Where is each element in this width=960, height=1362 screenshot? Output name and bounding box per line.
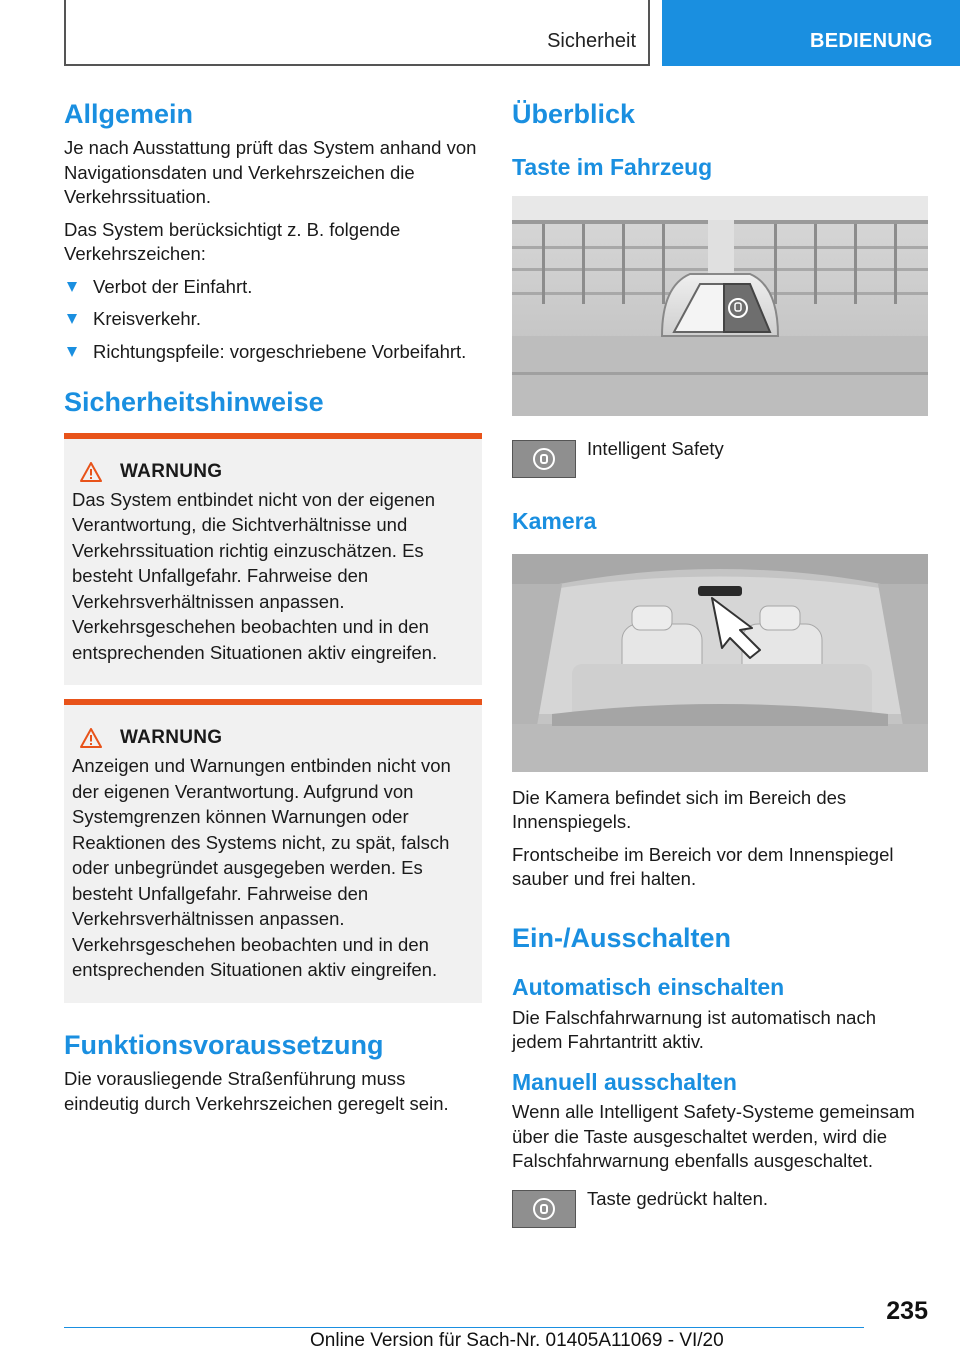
warning-label: WARNUNG <box>120 727 223 749</box>
warning-text: Das System entbindet nicht von der eigenen Verantwortung, die Sichtverhältnisse und Verkehrssituation richtig einzuschätzen. Es besteht Unfallgefahr. Fahrweise den Verkehrsverhältnissen anpassen. Verkehrsgeschehen beobachten und in den entsprechenden Situationen aktiv eingreifen. <box>72 488 438 663</box>
heading-kamera: Kamera <box>512 507 597 534</box>
triangle-bullet-icon <box>67 314 77 324</box>
triangle-bullet-icon <box>67 347 77 357</box>
heading-automatisch-einschalten: Automatisch einschalten <box>512 973 785 1000</box>
hold-key-row <box>512 1187 928 1228</box>
intelligent-safety-key-row <box>512 437 928 478</box>
heading-funktionsvoraussetzung: Funktionsvoraussetzung <box>64 1029 384 1060</box>
right-column <box>512 98 928 1228</box>
list-item: Richtungspfeile: vorgeschriebene Vorbeifahrt. <box>64 340 482 365</box>
warning-header <box>72 461 474 483</box>
intelligent-safety-key-icon <box>512 1190 576 1228</box>
warning-label: WARNUNG <box>120 460 223 482</box>
page-number: 235 <box>886 1297 928 1325</box>
kamera-paragraph-2: Frontscheibe im Bereich vor dem Innenspiegel sauber und frei halten. <box>512 843 894 890</box>
warning-triangle-icon <box>80 462 102 482</box>
warning-text: Anzeigen und Warnungen entbinden nicht von der eigenen Verantwortung. Aufgrund von Systemgrenzen können Warnungen oder Reaktionen des Systems nicht, zu spät, falsch oder unbegründet ausgegeben werden. Es besteht Unfallgefahr. Fahrweise den Verkehrsverhältnissen anpassen. Verkehrsgeschehen beobachten und in den entsprechenden Situationen aktiv eingreifen. <box>72 755 451 981</box>
auto-paragraph: Die Falschfahrwarnung ist automatisch nach jedem Fahrtantritt aktiv. <box>512 1006 877 1053</box>
footer-divider <box>64 1327 864 1328</box>
list-item: Kreisverkehr. <box>64 307 482 332</box>
heading-ein-ausschalten: Ein-/Ausschalten <box>512 922 732 953</box>
heading-manuell-ausschalten: Manuell ausschalten <box>512 1068 737 1095</box>
funktion-paragraph: Die vorausliegende Straßenführung muss eindeutig durch Verkehrszeichen geregelt sein. <box>64 1068 449 1114</box>
warning-box-1 <box>64 433 482 686</box>
heading-taste-im-fahrzeug: Taste im Fahrzeug <box>512 154 713 181</box>
hold-key-label: Taste gedrückt halten. <box>587 1187 768 1209</box>
header-section-title: Sicherheit <box>547 30 636 52</box>
triangle-bullet-icon <box>67 282 77 292</box>
vehicle-button-image <box>512 196 928 416</box>
warning-triangle-icon <box>80 728 102 748</box>
camera-location-image <box>512 554 928 772</box>
manual-paragraph: Wenn alle Intelligent Safety-Systeme gemeinsam über die Taste ausgeschaltet werden, wird die Falschfahrwarnung ebenfalls ausgeschaltet. <box>512 1101 915 1172</box>
warning-box-2 <box>64 699 482 1003</box>
allgemein-paragraph-1: Je nach Ausstattung prüft das System anhand von Navigationsdaten und Verkehrszeichen die Verkehrssituation. <box>64 137 477 208</box>
footer-version-text: Online Version für Sach-Nr. 01405A11069 - VI/20 <box>310 1330 724 1351</box>
left-column <box>64 98 482 1116</box>
list-item: Verbot der Einfahrt. <box>64 275 482 300</box>
heading-sicherheitshinweise: Sicherheitshinweise <box>64 387 324 418</box>
warning-header <box>72 727 474 749</box>
heading-ueberblick: Überblick <box>512 99 636 129</box>
key-label: Intelligent Safety <box>587 437 724 459</box>
intelligent-safety-key-icon <box>512 440 576 478</box>
allgemein-paragraph-2: Das System berücksichtigt z. B. folgende Verkehrszeichen: <box>64 218 401 265</box>
header-tab-bedienung <box>662 0 960 66</box>
kamera-paragraph-1: Die Kamera befindet sich im Bereich des Innenspiegels. <box>512 786 847 833</box>
traffic-sign-list <box>64 275 482 365</box>
header-tab-label: BEDIENUNG <box>810 30 933 52</box>
heading-allgemein: Allgemein <box>64 99 194 129</box>
header-box <box>64 0 650 66</box>
